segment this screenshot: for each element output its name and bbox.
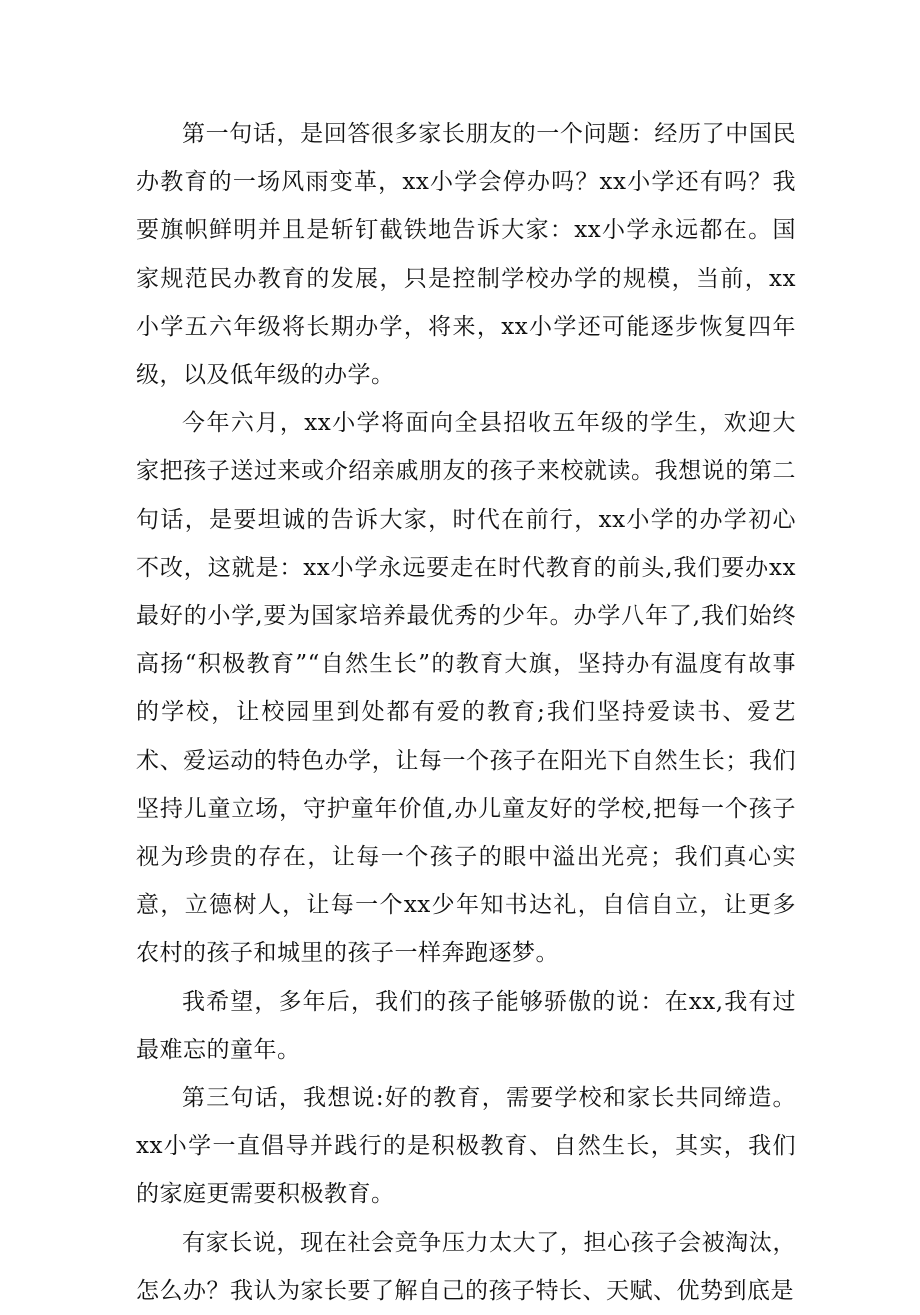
paragraph-1: 第一句话，是回答很多家长朋友的一个问题：经历了中国民办教育的一场风雨变革，xx小学会停办吗？xx小学还有吗？我要旗帜鲜明并且是斩钉截铁地告诉大家：xx小学永远都在。国家规范民办教育的发展，只是控制学校办学的规模，当前，xx小学五六年级将长期办学，将来，xx小学还可能逐步恢复四年级，以及低年级的办学。 (136, 121, 796, 389)
document-body (136, 110, 796, 1315)
paragraph-2: 今年六月，xx小学将面向全县招收五年级的学生，欢迎大家把孩子送过来或介绍亲戚朋友的孩子来校就读。我想说的第二句话，是要坦诚的告诉大家，时代在前行，xx小学的办学初心不改，这就是：xx小学永远要走在时代教育的前头,我们要办xx最好的小学,要为国家培养最优秀的少年。办学八年了,我们始终高扬“积极教育”“自然生长”的教育大旗，坚持办有温度有故事的学校，让校园里到处都有爱的教育;我们坚持爱读书、爱艺术、爱运动的特色办学，让每一个孩子在阳光下自然生长；我们坚持儿童立场，守护童年价值,办儿童友好的学校,把每一个孩子视为珍贵的存在，让每一个孩子的眼中溢出光亮；我们真心实意，立德树人，让每一个xx少年知书达礼，自信自立，让更多农村的孩子和城里的孩子一样奔跑逐梦。 (136, 410, 796, 967)
paragraph-4: 第三句话，我想说:好的教育，需要学校和家长共同缔造。xx小学一直倡导并践行的是积极教育、自然生长，其实，我们的家庭更需要积极教育。 (136, 1085, 796, 1208)
paragraph-5: 有家长说，现在社会竞争压力太大了，担心孩子会被淘汰，怎么办？我认为家长要了解自己的孩子特长、天赋、优势到底是 (136, 1229, 796, 1304)
paragraph-3: 我希望，多年后，我们的孩子能够骄傲的说：在xx,我有过最难忘的童年。 (136, 988, 796, 1063)
